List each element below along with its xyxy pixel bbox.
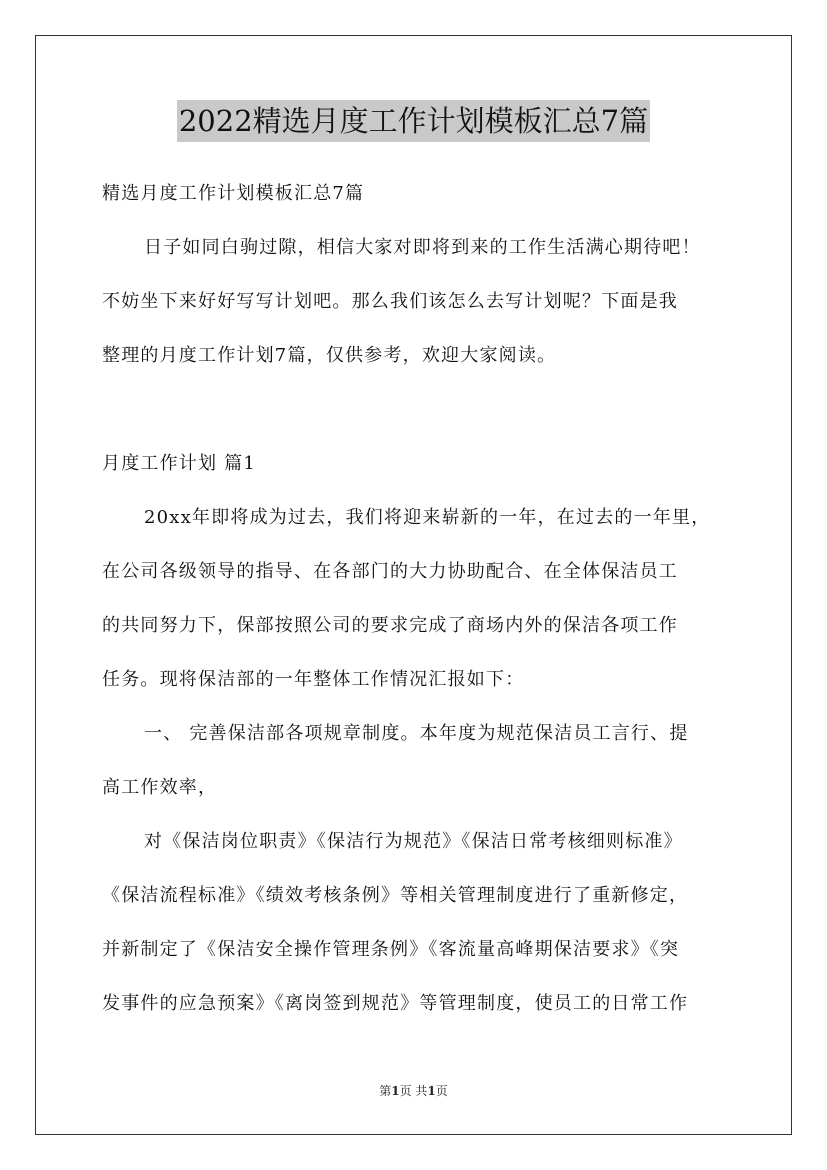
body-line: 在公司各级领导的指导、在各部门的大力协助配合、在全体保洁员工 xyxy=(102,561,678,582)
body-line: 高工作效率， xyxy=(102,777,218,798)
intro-line: 不妨坐下来好好写写计划吧。那么我们该怎么去写计划呢？下面是我 xyxy=(102,291,678,312)
body-line: 并新制定了《保洁安全操作管理条例》《客流量高峰期保洁要求》《突 xyxy=(102,939,680,960)
body-line: 20xx年即将成为过去，我们将迎来崭新的一年，在过去的一年里， xyxy=(144,507,711,528)
page-footer xyxy=(0,1082,827,1099)
document-subtitle: 精选月度工作计划模板汇总7篇 xyxy=(102,183,365,204)
body-line: 任务。现将保洁部的一年整体工作情况汇报如下： xyxy=(102,669,525,690)
body-line: 《保洁流程标准》《绩效考核条例》等相关管理制度进行了重新修定， xyxy=(102,885,689,906)
section-heading: 月度工作计划 篇1 xyxy=(102,453,256,474)
intro-paragraph xyxy=(102,221,732,383)
body-line: 一、 完善保洁部各项规章制度。本年度为规范保洁员工言行、提 xyxy=(144,723,689,744)
body-paragraphs xyxy=(102,491,732,1031)
footer-total-pages: 1 xyxy=(427,1084,436,1098)
document-title: 2022精选月度工作计划模板汇总7篇 xyxy=(177,100,650,142)
footer-page-number: 1 xyxy=(391,1084,400,1098)
footer-page-mid: 页 共 xyxy=(399,1084,428,1098)
subtitle-block xyxy=(102,167,732,221)
body-line: 发事件的应急预案》《离岗签到规范》等管理制度，使员工的日常工作 xyxy=(102,993,689,1014)
footer-page-suffix: 页 xyxy=(435,1084,448,1098)
footer-page-prefix: 第 xyxy=(379,1084,392,1098)
body-line: 对《保洁岗位职责》《保洁行为规范》《保洁日常考核细则标准》 xyxy=(144,831,683,852)
intro-line: 日子如同白驹过隙，相信大家对即将到来的工作生活满心期待吧！ xyxy=(144,237,701,258)
section-heading-block xyxy=(102,437,732,491)
intro-line: 整理的月度工作计划7篇，仅供参考，欢迎大家阅读。 xyxy=(102,345,557,366)
title-container xyxy=(0,100,827,142)
body-line: 的共同努力下，保部按照公司的要求完成了商场内外的保洁各项工作 xyxy=(102,615,678,636)
